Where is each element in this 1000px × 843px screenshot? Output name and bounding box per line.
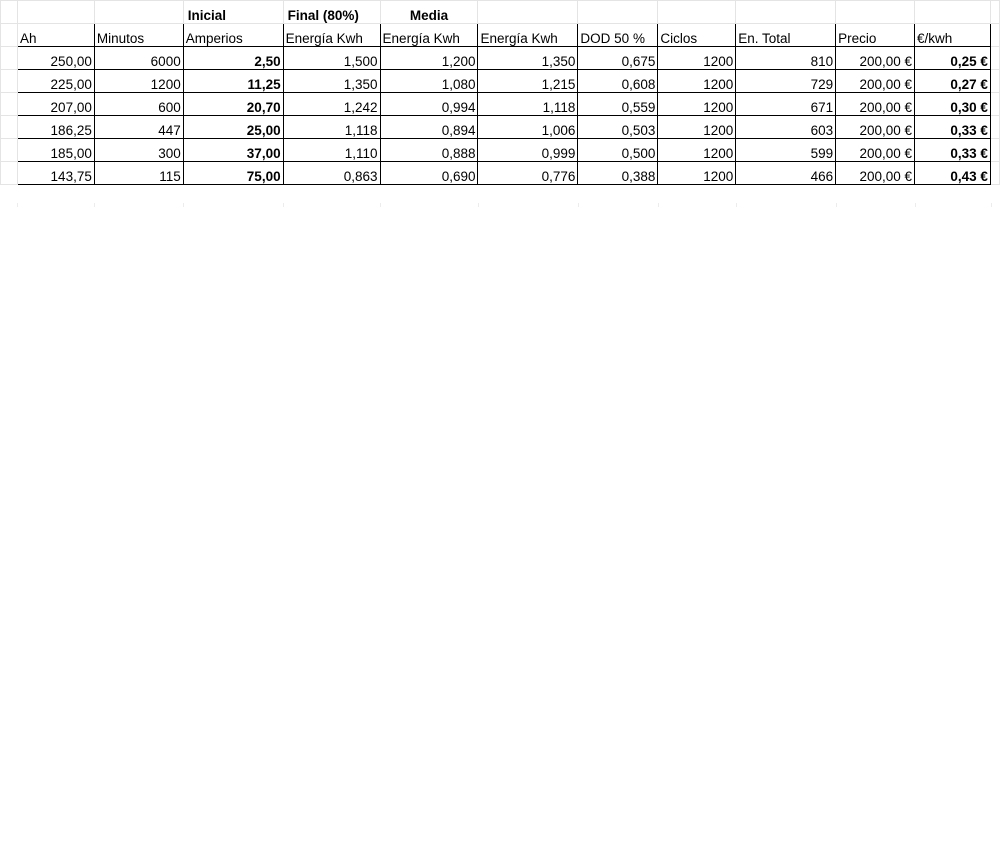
cell-ciclos[interactable]: 1200 xyxy=(658,47,736,70)
cell-energia-inicial[interactable]: 0,863 xyxy=(283,162,380,185)
column-header-energia-media[interactable]: Energía Kwh xyxy=(478,24,578,47)
cell[interactable] xyxy=(990,116,999,139)
cell[interactable] xyxy=(990,93,999,116)
cell-energia-media[interactable]: 1,118 xyxy=(478,93,578,116)
cell-ah[interactable]: 186,25 xyxy=(17,116,94,139)
cell[interactable] xyxy=(990,24,999,47)
cell-en-total[interactable]: 466 xyxy=(736,162,836,185)
cell-precio[interactable]: 200,00 € xyxy=(836,93,915,116)
cell-minutos[interactable]: 1200 xyxy=(94,70,183,93)
cell-eur-kwh[interactable]: 0,43 € xyxy=(915,162,991,185)
group-header-inicial[interactable]: Inicial xyxy=(183,1,283,24)
cell-ah[interactable]: 143,75 xyxy=(17,162,94,185)
cell-dod[interactable]: 0,675 xyxy=(578,47,658,70)
cell-ah[interactable]: 185,00 xyxy=(17,139,94,162)
cell-minutos[interactable]: 300 xyxy=(94,139,183,162)
cell-minutos[interactable]: 447 xyxy=(94,116,183,139)
cell-eur-kwh[interactable]: 0,25 € xyxy=(915,47,991,70)
cell-energia-media[interactable]: 1,006 xyxy=(478,116,578,139)
column-header-minutos[interactable]: Minutos xyxy=(94,24,183,47)
cell[interactable] xyxy=(1,139,18,162)
cell-energia-media[interactable]: 1,215 xyxy=(478,70,578,93)
column-header-row xyxy=(1,24,1000,47)
cell[interactable] xyxy=(1,70,18,93)
cell-amperios[interactable]: 37,00 xyxy=(183,139,283,162)
column-header-energia-inicial[interactable]: Energía Kwh xyxy=(283,24,380,47)
cell-eur-kwh[interactable]: 0,27 € xyxy=(915,70,991,93)
column-header-precio[interactable]: Precio xyxy=(836,24,915,47)
cell[interactable] xyxy=(1,1,18,24)
cell-en-total[interactable]: 671 xyxy=(736,93,836,116)
cell[interactable] xyxy=(915,1,991,24)
cell[interactable] xyxy=(736,1,836,24)
cell[interactable] xyxy=(990,70,999,93)
cell-energia-final[interactable]: 0,994 xyxy=(380,93,478,116)
cell-minutos[interactable]: 600 xyxy=(94,93,183,116)
group-header-final[interactable]: Final (80%) xyxy=(283,1,380,24)
cell-ciclos[interactable]: 1200 xyxy=(658,162,736,185)
cell-en-total[interactable]: 729 xyxy=(736,70,836,93)
cell[interactable] xyxy=(990,139,999,162)
cell[interactable] xyxy=(1,24,18,47)
cell-eur-kwh[interactable]: 0,30 € xyxy=(915,93,991,116)
cell-energia-final[interactable]: 0,888 xyxy=(380,139,478,162)
cell-amperios[interactable]: 25,00 xyxy=(183,116,283,139)
cell[interactable] xyxy=(836,1,915,24)
cell-eur-kwh[interactable]: 0,33 € xyxy=(915,139,991,162)
cell[interactable] xyxy=(658,1,736,24)
cell-energia-inicial[interactable]: 1,110 xyxy=(283,139,380,162)
cell-minutos[interactable]: 115 xyxy=(94,162,183,185)
cell[interactable] xyxy=(578,1,658,24)
column-header-ciclos[interactable]: Ciclos xyxy=(658,24,736,47)
column-header-amperios[interactable]: Amperios xyxy=(183,24,283,47)
cell[interactable] xyxy=(1,47,18,70)
column-header-en-total[interactable]: En. Total xyxy=(736,24,836,47)
cell-energia-inicial[interactable]: 1,350 xyxy=(283,70,380,93)
cell-amperios[interactable]: 2,50 xyxy=(183,47,283,70)
cell[interactable] xyxy=(94,1,183,24)
cell[interactable] xyxy=(1,116,18,139)
cell[interactable] xyxy=(17,1,94,24)
cell[interactable] xyxy=(1,162,18,185)
table-row xyxy=(1,116,1000,139)
group-header-media[interactable]: Media xyxy=(380,1,478,24)
cell-energia-inicial[interactable]: 1,500 xyxy=(283,47,380,70)
cell-ah[interactable]: 250,00 xyxy=(17,47,94,70)
cell-minutos[interactable]: 6000 xyxy=(94,47,183,70)
cell-dod[interactable]: 0,500 xyxy=(578,139,658,162)
cell-energia-final[interactable]: 0,690 xyxy=(380,162,478,185)
cell-ah[interactable]: 225,00 xyxy=(17,70,94,93)
gridline-remnants xyxy=(0,203,1000,207)
cell-precio[interactable]: 200,00 € xyxy=(836,116,915,139)
cell-dod[interactable]: 0,388 xyxy=(578,162,658,185)
cell-ah[interactable]: 207,00 xyxy=(17,93,94,116)
cell-ciclos[interactable]: 1200 xyxy=(658,116,736,139)
cell[interactable] xyxy=(990,162,999,185)
cell-precio[interactable]: 200,00 € xyxy=(836,139,915,162)
cell-energia-media[interactable]: 0,776 xyxy=(478,162,578,185)
cell-en-total[interactable]: 603 xyxy=(736,116,836,139)
cell-energia-media[interactable]: 0,999 xyxy=(478,139,578,162)
cell-energia-final[interactable]: 1,200 xyxy=(380,47,478,70)
table-row xyxy=(1,139,1000,162)
cell-amperios[interactable]: 20,70 xyxy=(183,93,283,116)
cell-amperios[interactable]: 75,00 xyxy=(183,162,283,185)
column-header-energia-final[interactable]: Energía Kwh xyxy=(380,24,478,47)
cell-precio[interactable]: 200,00 € xyxy=(836,47,915,70)
cell-energia-inicial[interactable]: 1,118 xyxy=(283,116,380,139)
data-table xyxy=(0,0,1000,185)
column-header-dod[interactable]: DOD 50 % xyxy=(578,24,658,47)
cell-energia-inicial[interactable]: 1,242 xyxy=(283,93,380,116)
cell-en-total[interactable]: 810 xyxy=(736,47,836,70)
cell[interactable] xyxy=(990,1,999,24)
table-row xyxy=(1,47,1000,70)
cell-amperios[interactable]: 11,25 xyxy=(183,70,283,93)
cell-ciclos[interactable]: 1200 xyxy=(658,139,736,162)
table-row xyxy=(1,162,1000,185)
cell-dod[interactable]: 0,608 xyxy=(578,70,658,93)
table-row xyxy=(1,70,1000,93)
cell[interactable] xyxy=(990,47,999,70)
cell[interactable] xyxy=(478,1,578,24)
cell-en-total[interactable]: 599 xyxy=(736,139,836,162)
cell-ciclos[interactable]: 1200 xyxy=(658,70,736,93)
cell-precio[interactable]: 200,00 € xyxy=(836,162,915,185)
cell[interactable] xyxy=(1,93,18,116)
cell-dod[interactable]: 0,503 xyxy=(578,116,658,139)
column-header-ah[interactable]: Ah xyxy=(17,24,94,47)
cell-dod[interactable]: 0,559 xyxy=(578,93,658,116)
column-header-eur-kwh[interactable]: €/kwh xyxy=(915,24,991,47)
group-header-row xyxy=(1,1,1000,24)
cell-energia-final[interactable]: 0,894 xyxy=(380,116,478,139)
cell-energia-media[interactable]: 1,350 xyxy=(478,47,578,70)
cell-energia-final[interactable]: 1,080 xyxy=(380,70,478,93)
table-row xyxy=(1,93,1000,116)
cell-eur-kwh[interactable]: 0,33 € xyxy=(915,116,991,139)
cell-ciclos[interactable]: 1200 xyxy=(658,93,736,116)
cell-precio[interactable]: 200,00 € xyxy=(836,70,915,93)
